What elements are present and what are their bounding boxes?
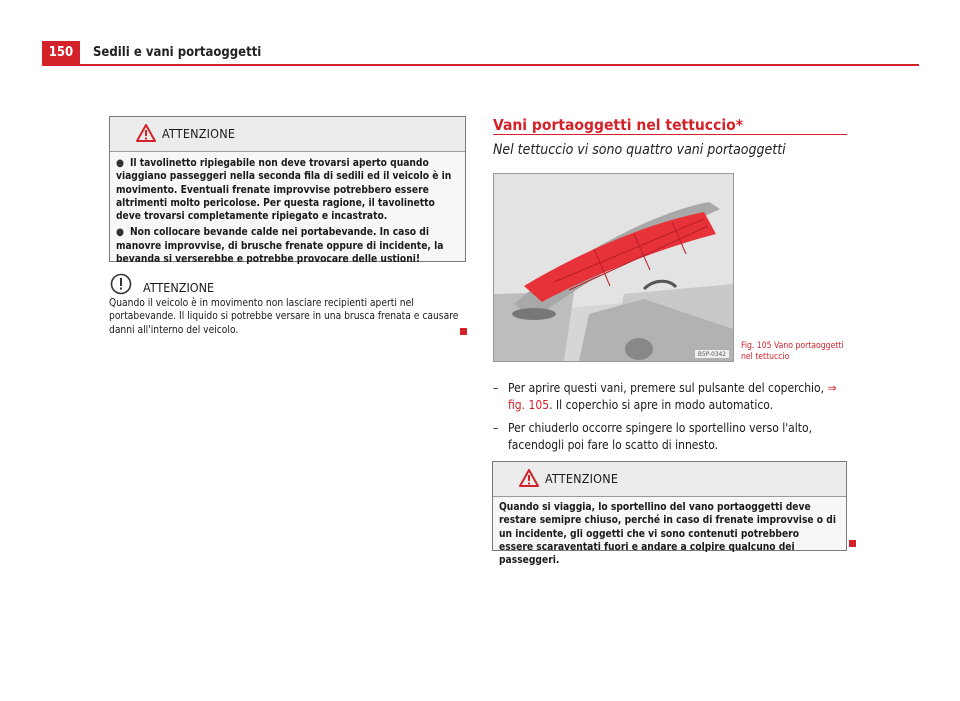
figure-caption: Fig. 105 Vano portaoggetti nel tettuccio bbox=[741, 341, 844, 362]
warning-triangle-icon bbox=[136, 124, 156, 142]
step-1-dash: – bbox=[493, 381, 499, 395]
step-2-text: Per chiuderlo occorre spingere lo sportellino verso l'alto, facendogli poi fare lo scatto di innesto. bbox=[508, 421, 813, 452]
warning-triangle-icon bbox=[519, 469, 539, 487]
warning-box-left-header bbox=[110, 117, 465, 152]
warning-left-bullet-2-text: Non collocare bevande calde nei portabevande. In caso di manovre improvvise, di brusche frenate oppure di incidente, la bevanda si verserebbe e potrebbe provocare delle ustioni! bbox=[116, 227, 444, 266]
header-rule bbox=[42, 64, 919, 66]
bullet-icon: ● bbox=[116, 158, 124, 169]
note-title: ATTENZIONE bbox=[143, 280, 215, 295]
page-number: 150 bbox=[42, 41, 80, 64]
warning-left-bullet-1 bbox=[116, 157, 455, 223]
figure-link[interactable]: ⇒ fig. 105 bbox=[508, 381, 837, 412]
warning-left-title: ATTENZIONE bbox=[162, 126, 236, 141]
section-rule bbox=[493, 134, 847, 135]
warning-right-title: ATTENZIONE bbox=[545, 471, 619, 486]
step-1-text-end: . Il coperchio si apre in modo automatico. bbox=[549, 397, 774, 412]
section-title: Vani portaoggetti nel tettuccio* bbox=[493, 116, 743, 134]
warning-left-bullet-2 bbox=[116, 226, 455, 266]
exclamation-circle-icon bbox=[110, 273, 132, 295]
note-text: Quando il veicolo è in movimento non lasciare recipienti aperti nel portabevande. Il liquido si potrebbe versare in una brusca frenata e causare danni all'interno del veicolo. bbox=[109, 298, 459, 336]
end-square-icon bbox=[460, 328, 467, 335]
bullet-icon: ● bbox=[116, 227, 124, 239]
warning-right-text: Quando si viaggia, lo sportellino del vano portaoggetti deve restare semipre chiuso, perché in caso di frenate improvvise o di un incidente, gli oggetti che vi sono contenuti potrebbero essere scaraventati fuori e andare a colpire qualcuno dei passeggeri. bbox=[499, 502, 836, 567]
warning-box-left bbox=[109, 116, 466, 266]
end-square-icon bbox=[849, 540, 856, 547]
step-2 bbox=[493, 420, 843, 453]
chapter-title: Sedili e vani portaoggetti bbox=[93, 45, 262, 60]
figure-overhead-storage bbox=[493, 173, 734, 362]
section-subtitle: Nel tettuccio vi sono quattro vani portaoggetti bbox=[493, 142, 786, 158]
figure-code: B5P-0342 bbox=[695, 350, 729, 358]
warning-box-right bbox=[492, 461, 847, 567]
step-2-dash: – bbox=[493, 421, 499, 435]
warning-left-bullet-1-text: Il tavolinetto ripiegabile non deve trovarsi aperto quando viaggiano passeggeri nella seconda fila di sedili ed il veicolo è in movimento. Eventuali frenate improvvise potrebbero essere altrimenti molto pericolose. Per questa ragione, il tavolinetto deve trovarsi completamente ripiegato e incastrato. bbox=[116, 158, 452, 223]
step-1-text: Per aprire questi vani, premere sul pulsante del coperchio, bbox=[508, 381, 825, 395]
car-interior-illustration bbox=[494, 174, 733, 361]
warning-box-right-header bbox=[493, 462, 846, 497]
step-1 bbox=[493, 380, 843, 413]
